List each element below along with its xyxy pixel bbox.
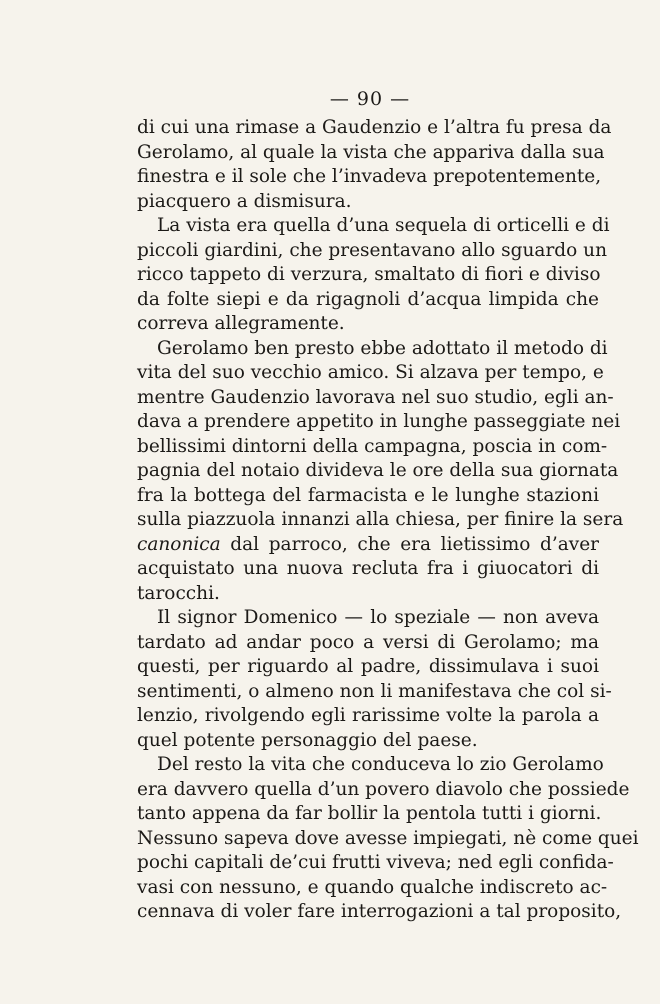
text-line-rest: dal parroco, che era lietissimo d’aver [220,533,599,555]
text-line: da folte siepi e da rigagnoli d’acqua limpida che [137,288,599,310]
text-line: Il signor Domenico — lo speziale — non aveva [157,607,599,628]
text-line: tardato ad andar poco a versi di Gerolamo; ma [137,631,599,653]
text-line: finestra e il sole che l’invadeva prepotentemente, [137,166,602,187]
text-line: cennava di voler fare interrogazioni a tal proposito, [137,901,622,922]
text-line: Nessuno sapeva dove avesse impiegati, nè come quei [137,827,639,849]
text-line: vita del suo vecchio amico. Si alzava per tempo, e [137,362,604,383]
text-line: vasi con nessuno, e quando qualche indiscreto ac- [137,876,608,898]
text-line: sentimenti, o almeno non li manifestava che col si- [137,680,612,702]
text-line: sulla piazzuola innanzi alla chiesa, per finire la sera [137,509,624,530]
italic-word: canonica [137,533,221,555]
text-line: quel potente personaggio del paese. [137,729,478,751]
text-line: mentre Gaudenzio lavorava nel suo studio, egli an- [137,386,614,408]
body-text [137,116,639,925]
text-line: tanto appena da far bollir la pentola tutti i giorni. [137,803,602,824]
text-line: Del resto la vita che conduceva lo zio Gerolamo [157,754,604,775]
text-line: Gerolamo, al quale la vista che appariva dalla sua [137,141,605,163]
text-line: questi, per riguardo al padre, dissimulava i suoi [137,656,599,677]
text-line: era davvero quella d’un povero diavolo che possiede [137,778,630,800]
page-number: — 90 — [329,88,411,110]
text-line: piacquero a dismisura. [137,190,352,212]
text-line: La vista era quella d’una sequela di orticelli e di [157,215,610,236]
text-line: di cui una rimase a Gaudenzio e l’altra fu presa da [137,117,612,138]
text-line: piccoli giardini, che presentavano allo sguardo un [137,239,607,261]
text-line: ricco tappeto di verzura, smaltato di fiori e diviso [137,264,601,285]
text-line: correva allegramente. [137,313,345,334]
text-line: fra la bottega del farmacista e le lunghe stazioni [137,484,599,506]
text-line: Gerolamo ben presto ebbe adottato il metodo di [157,337,608,359]
text-line: acquistato una nuova recluta fra i giuocatori di [137,558,599,579]
text-line: bellissimi dintorni della campagna, poscia in com- [137,435,608,457]
text-line: dava a prendere appetito in lunghe passeggiate nei [137,411,621,432]
text-line: tarocchi. [137,582,220,604]
text-line: pagnia del notaio divideva le ore della sua giornata [137,460,619,481]
text-line: pochi capitali de’cui frutti viveva; ned egli confida- [137,852,614,873]
text-line-with-italic [137,533,599,558]
text-line: lenzio, rivolgendo egli rarissime volte la parola a [137,705,599,726]
